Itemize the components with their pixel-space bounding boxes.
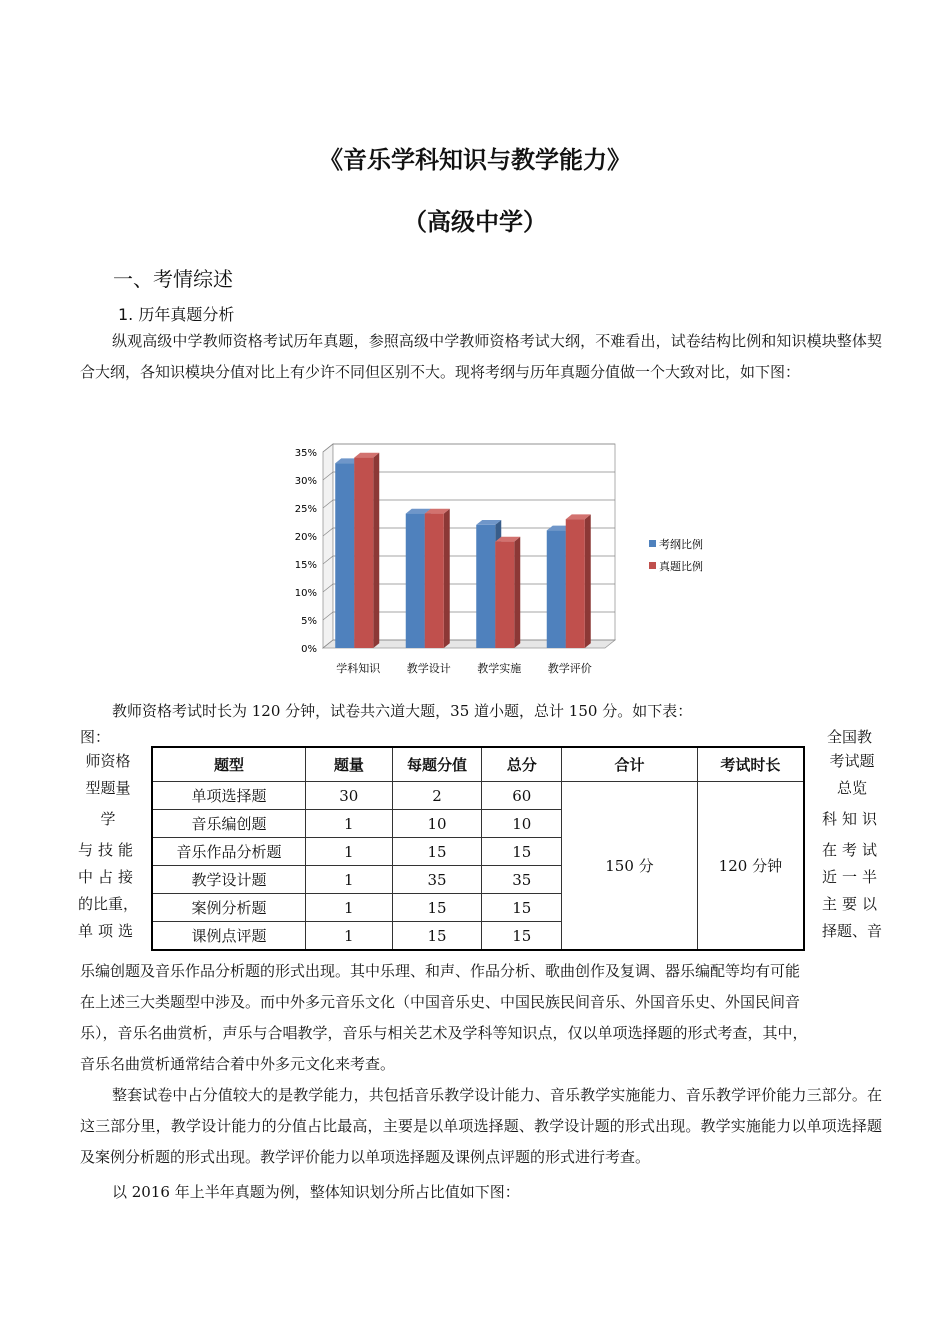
bar xyxy=(425,514,444,648)
paragraph-line: 音乐名曲赏析通常结合着中外多元文化来考查。 xyxy=(80,1055,396,1073)
section-heading: 一、考情综述 xyxy=(113,267,233,291)
paragraph-line: 在上述三大类题型中涉及。而中外多元音乐文化（中国音乐史、中国民族民间音乐、外国音乐史、外国民间音 xyxy=(80,993,801,1011)
bar xyxy=(354,458,373,648)
intro-paragraph: 纵观高级中学教师资格考试历年真题，参照高级中学教师资格考试大纲，不难看出，试卷结构比例和知识模块整体契合大纲，各知识模块分值对比上有少许不同但区别不大。现将考纲与历年真题分值做一个大致对比，如下图： xyxy=(80,332,882,381)
wrap-top-left: 图： xyxy=(80,728,111,746)
example-intro: 以 2016 年上半年真题为例，整体知识划分所占比值如下图： xyxy=(112,1183,520,1201)
table-cell: 1 xyxy=(305,894,392,922)
table-cell: 课例点评题 xyxy=(152,922,305,951)
table-cell: 1 xyxy=(305,838,392,866)
bar xyxy=(547,530,566,648)
table-cell: 15 xyxy=(482,838,562,866)
wrap-right-line: 择题、音 xyxy=(821,922,882,940)
table-cell: 音乐作品分析题 xyxy=(152,838,305,866)
table-cell: 案例分析题 xyxy=(152,894,305,922)
chart-side-wall xyxy=(323,444,333,648)
wrap-left-line: 中占接 xyxy=(78,868,139,886)
table-cell: 音乐编创题 xyxy=(152,810,305,838)
table-cell: 15 xyxy=(392,922,482,951)
table-cell: 15 xyxy=(392,894,482,922)
x-tick-label: 教学实施 xyxy=(477,662,522,675)
exam-structure-table xyxy=(151,746,805,951)
wrap-left-line: 型题量 xyxy=(85,779,131,797)
y-tick-label: 35% xyxy=(294,448,317,459)
table-cell: 教学设计题 xyxy=(152,866,305,894)
y-tick-label: 0% xyxy=(301,644,317,655)
bar-side xyxy=(444,509,450,648)
wrap-right-line: 总览 xyxy=(836,779,867,797)
subsection-heading: 1. 历年真题分析 xyxy=(118,305,235,324)
table-header-cell: 每题分值 xyxy=(392,747,482,782)
wrap-left-line: 师资格 xyxy=(85,752,131,770)
wrap-right-line: 近一半 xyxy=(821,868,882,886)
wrap-left-line: 与技能 xyxy=(78,841,139,859)
bar xyxy=(495,542,514,648)
table-cell: 10 xyxy=(482,810,562,838)
table-header-cell: 题量 xyxy=(305,747,392,782)
table-cell: 15 xyxy=(482,922,562,951)
y-tick-label: 25% xyxy=(294,504,317,515)
table-header-cell: 考试时长 xyxy=(697,747,804,782)
table-cell: 2 xyxy=(392,782,482,810)
chart-legend xyxy=(649,537,703,573)
wrap-right-line: 主要以 xyxy=(821,895,882,913)
table-row xyxy=(152,782,804,810)
table-cell: 1 xyxy=(305,810,392,838)
wrap-top-right: 全国教 xyxy=(827,728,873,746)
table-cell: 35 xyxy=(392,866,482,894)
bar xyxy=(406,514,425,648)
wrap-left-line: 学 xyxy=(100,810,116,828)
table-cell: 30 xyxy=(305,782,392,810)
paragraph-line: 乐），音乐名曲赏析，声乐与合唱教学，音乐与相关艺术及学科等知识点，仅以单项选择题的形式考查，其中， xyxy=(80,1024,808,1042)
wrap-left-line: 的比重， xyxy=(78,895,139,913)
legend-swatch xyxy=(649,562,656,569)
bar-side xyxy=(585,514,591,648)
teaching-ability-paragraph: 整套试卷中占分值较大的是教学能力，共包括音乐教学设计能力、音乐教学实施能力、音乐教学评价能力三部分。在这三部分里，教学设计能力的分值占比最高，主要是以单项选择题、教学设计题的形式出现。教学实施能力以单项选择题及案例分析题的形式出现。教学评价能力以单项选择题及课例点评题的形式进行考查。 xyxy=(80,1086,882,1166)
document-title: 《音乐学科知识与教学能力》 xyxy=(319,146,631,174)
table-duration-cell: 120 分钟 xyxy=(697,782,804,951)
exam-intro: 教师资格考试时长为 120 分钟，试卷共六道大题，35 道小题，总计 150 分。如下表： xyxy=(112,702,693,720)
table-cell: 10 xyxy=(392,810,482,838)
table-header-cell: 合计 xyxy=(562,747,698,782)
wrap-left-column xyxy=(78,748,138,945)
bar xyxy=(566,519,585,648)
table-header-cell: 题型 xyxy=(152,747,305,782)
table-header-cell: 总分 xyxy=(482,747,562,782)
legend-label: 真题比例 xyxy=(659,560,703,573)
table-cell: 15 xyxy=(392,838,482,866)
y-tick-label: 15% xyxy=(294,560,317,571)
wrap-left-line: 单项选 xyxy=(78,922,139,940)
y-tick-label: 20% xyxy=(294,532,317,543)
y-tick-label: 10% xyxy=(294,588,317,599)
table-cell: 单项选择题 xyxy=(152,782,305,810)
comparison-bar-chart xyxy=(275,432,715,680)
wrap-right-column xyxy=(820,748,884,945)
x-tick-label: 教学设计 xyxy=(406,662,451,675)
y-tick-label: 5% xyxy=(301,616,317,627)
wrap-right-line: 在考试 xyxy=(821,841,882,859)
wrap-right-line: 科知识 xyxy=(821,810,882,828)
legend-label: 考纲比例 xyxy=(659,538,703,551)
table-cell: 35 xyxy=(482,866,562,894)
document-subtitle: （高级中学） xyxy=(403,208,547,236)
table-cell: 1 xyxy=(305,866,392,894)
wrap-right-line: 考试题 xyxy=(829,752,875,770)
chart-x-ticks xyxy=(336,661,592,675)
x-tick-label: 学科知识 xyxy=(336,662,381,675)
bar xyxy=(335,463,354,648)
paragraph-line: 乐编创题及音乐作品分析题的形式出现。其中乐理、和声、作品分析、歌曲创作及复调、器乐编配等均有可能 xyxy=(80,962,801,980)
y-tick-label: 30% xyxy=(294,476,317,487)
table-total-cell: 150 分 xyxy=(562,782,698,951)
bar xyxy=(476,525,495,648)
table-cell: 60 xyxy=(482,782,562,810)
table-cell: 1 xyxy=(305,922,392,951)
table-header-row xyxy=(152,747,804,782)
x-tick-label: 教学评价 xyxy=(547,662,592,675)
table-cell: 15 xyxy=(482,894,562,922)
chart-y-ticks xyxy=(295,448,317,655)
legend-swatch xyxy=(649,540,656,547)
bar-side xyxy=(373,453,379,648)
bar-side xyxy=(514,537,520,648)
